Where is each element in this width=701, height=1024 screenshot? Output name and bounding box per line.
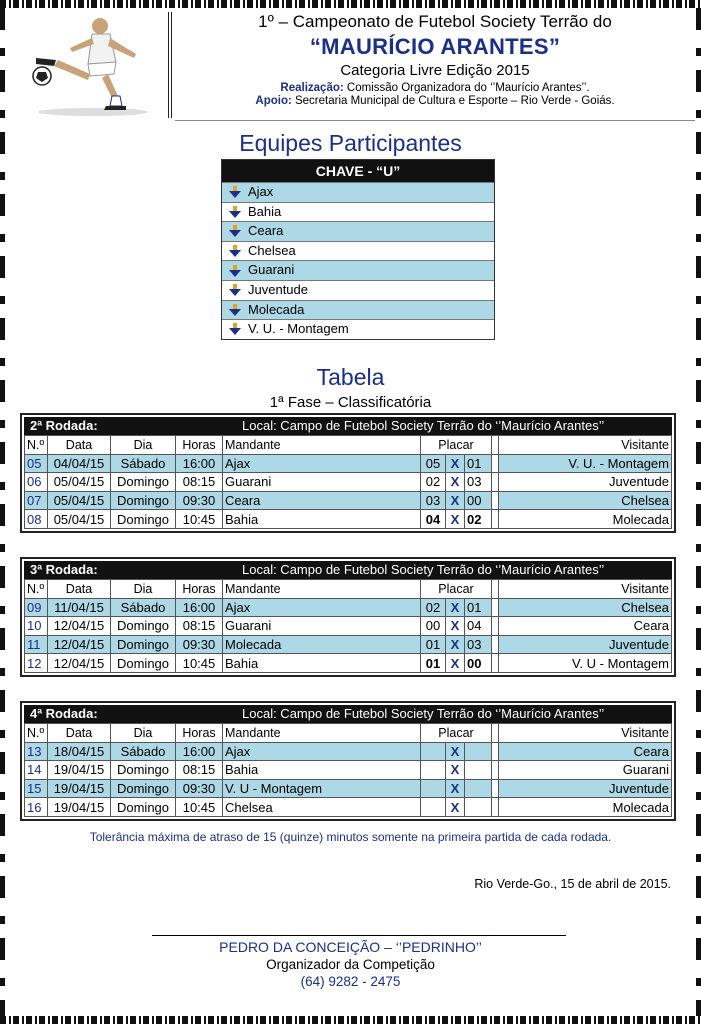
- table-row: [25, 617, 672, 636]
- col-score: Placar: [421, 436, 492, 455]
- down-arrow-icon: [228, 323, 242, 335]
- header-block: [175, 10, 695, 107]
- round-title: 4ª Rodada:: [30, 706, 98, 721]
- score-gap: [492, 798, 499, 817]
- home-team: Chelsea: [223, 798, 421, 817]
- team-row: [222, 182, 494, 202]
- col-home: Mandante: [223, 436, 421, 455]
- away-team: Juventude: [499, 473, 672, 492]
- page-border-left: [0, 8, 5, 1016]
- game-date: 04/04/15: [48, 454, 111, 473]
- home-team: V. U - Montagem: [223, 779, 421, 798]
- score-gap: [492, 742, 499, 761]
- page-border-top: [0, 0, 701, 8]
- away-score: 04: [465, 617, 492, 636]
- away-score: 03: [465, 635, 492, 654]
- game-day: Sábado: [111, 742, 176, 761]
- score-gap: [492, 510, 499, 529]
- down-arrow-icon: [228, 206, 242, 218]
- group-label: CHAVE - “U”: [222, 160, 494, 182]
- signature-role: Organizador da Competição: [266, 957, 435, 972]
- home-score: 03: [421, 491, 446, 510]
- home-score: [421, 779, 446, 798]
- teams-list: [222, 182, 494, 339]
- home-team: Ajax: [223, 742, 421, 761]
- game-day: Domingo: [111, 510, 176, 529]
- home-score: 05: [421, 454, 446, 473]
- team-name: Juventude: [248, 281, 308, 297]
- game-time: 16:00: [176, 742, 223, 761]
- game-day: Sábado: [111, 454, 176, 473]
- teams-section-title: Equipes Participantes: [239, 130, 462, 156]
- col-gap: [492, 724, 499, 743]
- realizacao-label: Realização:: [280, 82, 344, 94]
- away-score: [465, 798, 492, 817]
- score-gap: [492, 473, 499, 492]
- game-number: 14: [25, 761, 48, 780]
- versus-mark: X: [446, 510, 465, 529]
- col-day: Dia: [111, 580, 176, 599]
- away-score: [465, 742, 492, 761]
- team-name: Guarani: [248, 262, 295, 278]
- home-team: Bahia: [223, 654, 421, 673]
- game-time: 09:30: [176, 491, 223, 510]
- away-team: Molecada: [499, 510, 672, 529]
- col-home: Mandante: [223, 724, 421, 743]
- apoio-text: Secretaria Municipal de Cultura e Esporte – Rio Verde - Goiás.: [291, 95, 615, 107]
- col-score: Placar: [421, 724, 492, 743]
- round-table: [20, 557, 676, 677]
- away-team: Molecada: [499, 798, 672, 817]
- game-day: Domingo: [111, 779, 176, 798]
- down-arrow-icon: [228, 245, 242, 257]
- team-name: Bahia: [248, 203, 282, 219]
- home-team: Bahia: [223, 510, 421, 529]
- col-gap: [492, 580, 499, 599]
- away-team: Guarani: [499, 761, 672, 780]
- col-day: Dia: [111, 436, 176, 455]
- team-name: Chelsea: [248, 242, 296, 258]
- game-time: 16:00: [176, 598, 223, 617]
- away-score: [465, 761, 492, 780]
- game-day: Domingo: [111, 654, 176, 673]
- game-time: 09:30: [176, 635, 223, 654]
- score-gap: [492, 761, 499, 780]
- home-team: Ajax: [223, 598, 421, 617]
- column-header-row: [25, 580, 672, 599]
- team-row: [222, 202, 494, 222]
- away-score: 01: [465, 598, 492, 617]
- table-row: [25, 635, 672, 654]
- game-date: 11/04/15: [48, 598, 111, 617]
- table-row: [25, 798, 672, 817]
- game-number: 13: [25, 742, 48, 761]
- game-number: 16: [25, 798, 48, 817]
- games-table: [24, 723, 672, 817]
- home-score: [421, 761, 446, 780]
- game-date: 12/04/15: [48, 654, 111, 673]
- game-day: Sábado: [111, 598, 176, 617]
- round-header: [24, 417, 672, 435]
- versus-mark: X: [446, 473, 465, 492]
- table-row: [25, 454, 672, 473]
- table-row: [25, 598, 672, 617]
- game-time: 09:30: [176, 779, 223, 798]
- versus-mark: X: [446, 798, 465, 817]
- game-date: 05/04/15: [48, 491, 111, 510]
- col-gap: [492, 436, 499, 455]
- down-arrow-icon: [228, 284, 242, 296]
- team-name: Ceara: [248, 223, 284, 239]
- away-score: 00: [465, 654, 492, 673]
- round-header: [24, 561, 672, 579]
- game-day: Domingo: [111, 473, 176, 492]
- championship-name: “MAURÍCIO ARANTES”: [309, 34, 561, 59]
- game-date: 12/04/15: [48, 617, 111, 636]
- col-time: Horas: [176, 436, 223, 455]
- away-team: Juventude: [499, 779, 672, 798]
- games-table: [24, 579, 672, 673]
- col-away: Visitante: [499, 580, 672, 599]
- game-number: 09: [25, 598, 48, 617]
- versus-mark: X: [446, 617, 465, 636]
- team-row: [222, 221, 494, 241]
- home-score: 02: [421, 473, 446, 492]
- col-num: N.º: [25, 724, 48, 743]
- away-team: Chelsea: [499, 491, 672, 510]
- game-number: 05: [25, 454, 48, 473]
- table-row: [25, 742, 672, 761]
- col-num: N.º: [25, 436, 48, 455]
- game-time: 08:15: [176, 761, 223, 780]
- away-score: 03: [465, 473, 492, 492]
- down-arrow-icon: [228, 225, 242, 237]
- home-team: Ajax: [223, 454, 421, 473]
- game-date: 05/04/15: [48, 473, 111, 492]
- versus-mark: X: [446, 454, 465, 473]
- category-edition: Categoria Livre Edição 2015: [340, 62, 530, 79]
- game-time: 10:45: [176, 798, 223, 817]
- game-number: 11: [25, 635, 48, 654]
- page-border-right: [696, 8, 701, 1016]
- col-home: Mandante: [223, 580, 421, 599]
- game-number: 12: [25, 654, 48, 673]
- game-number: 10: [25, 617, 48, 636]
- team-row: [222, 300, 494, 320]
- signature-line: [152, 935, 566, 936]
- round-table: [20, 701, 676, 821]
- team-name: Molecada: [248, 301, 305, 317]
- home-team: Guarani: [223, 473, 421, 492]
- team-row: [222, 319, 494, 339]
- game-day: Domingo: [111, 635, 176, 654]
- versus-mark: X: [446, 761, 465, 780]
- home-score: 00: [421, 617, 446, 636]
- round-title: 3ª Rodada:: [30, 562, 98, 577]
- away-team: Juventude: [499, 635, 672, 654]
- team-row: [222, 260, 494, 280]
- col-score: Placar: [421, 580, 492, 599]
- home-score: 01: [421, 635, 446, 654]
- apoio-label: Apoio:: [255, 95, 292, 107]
- game-time: 08:15: [176, 473, 223, 492]
- game-number: 08: [25, 510, 48, 529]
- score-gap: [492, 635, 499, 654]
- table-row: [25, 491, 672, 510]
- col-time: Horas: [176, 724, 223, 743]
- score-gap: [492, 779, 499, 798]
- home-score: 01: [421, 654, 446, 673]
- soccer-player-logo: [18, 12, 172, 118]
- col-time: Horas: [176, 580, 223, 599]
- round-title: 2ª Rodada:: [30, 418, 98, 433]
- away-team: Ceara: [499, 617, 672, 636]
- away-team: Chelsea: [499, 598, 672, 617]
- table-row: [25, 473, 672, 492]
- versus-mark: X: [446, 635, 465, 654]
- home-score: 02: [421, 598, 446, 617]
- col-date: Data: [48, 724, 111, 743]
- date-line: Rio Verde-Go., 15 de abril de 2015.: [474, 877, 671, 891]
- game-day: Domingo: [111, 761, 176, 780]
- round-header: [24, 705, 672, 723]
- game-date: 12/04/15: [48, 635, 111, 654]
- away-team: V. U - Montagem: [499, 654, 672, 673]
- apoio-line: [175, 95, 695, 107]
- column-header-row: [25, 436, 672, 455]
- teams-group-box: [221, 159, 495, 340]
- team-row: [222, 241, 494, 261]
- score-gap: [492, 654, 499, 673]
- game-number: 15: [25, 779, 48, 798]
- down-arrow-icon: [228, 265, 242, 277]
- tolerance-note: Tolerância máxima de atraso de 15 (quinze) minutos somente na primeira partida de cada rodada.: [89, 830, 612, 844]
- game-time: 10:45: [176, 654, 223, 673]
- realizacao-text: Comissão Organizadora do ‘’Maurício Arantes’’.: [343, 82, 590, 94]
- table-row: [25, 654, 672, 673]
- game-date: 19/04/15: [48, 761, 111, 780]
- away-team: V. U. - Montagem: [499, 454, 672, 473]
- versus-mark: X: [446, 779, 465, 798]
- team-name: V. U. - Montagem: [248, 321, 349, 337]
- game-date: 19/04/15: [48, 779, 111, 798]
- game-number: 06: [25, 473, 48, 492]
- game-day: Domingo: [111, 617, 176, 636]
- away-score: [465, 779, 492, 798]
- game-time: 10:45: [176, 510, 223, 529]
- page-border-bottom: [0, 1016, 701, 1024]
- col-away: Visitante: [499, 724, 672, 743]
- col-day: Dia: [111, 724, 176, 743]
- table-row: [25, 510, 672, 529]
- round-location: Local: Campo de Futebol Society Terrão do ‘’Maurício Arantes’’: [242, 562, 605, 577]
- game-time: 08:15: [176, 617, 223, 636]
- round-location: Local: Campo de Futebol Society Terrão do ‘’Maurício Arantes’’: [242, 706, 605, 721]
- away-team: Ceara: [499, 742, 672, 761]
- game-time: 16:00: [176, 454, 223, 473]
- score-gap: [492, 617, 499, 636]
- versus-mark: X: [446, 598, 465, 617]
- realizacao-line: [175, 82, 695, 94]
- col-date: Data: [48, 436, 111, 455]
- home-score: 04: [421, 510, 446, 529]
- col-date: Data: [48, 580, 111, 599]
- signature-name: PEDRO DA CONCEIÇÃO – ‘’PEDRINHO’’: [219, 939, 482, 955]
- games-table: [24, 435, 672, 529]
- header-divider: [175, 120, 695, 121]
- col-num: N.º: [25, 580, 48, 599]
- round-table: [20, 413, 676, 533]
- home-score: [421, 742, 446, 761]
- phase-label: 1ª Fase – Classificatória: [269, 394, 432, 411]
- column-header-row: [25, 724, 672, 743]
- home-team: Molecada: [223, 635, 421, 654]
- table-row: [25, 779, 672, 798]
- round-location: Local: Campo de Futebol Society Terrão do ‘’Maurício Arantes’’: [242, 418, 605, 433]
- game-day: Domingo: [111, 491, 176, 510]
- score-gap: [492, 491, 499, 510]
- home-team: Bahia: [223, 761, 421, 780]
- down-arrow-icon: [228, 186, 242, 198]
- table-section-title: Tabela: [316, 364, 385, 390]
- away-score: 01: [465, 454, 492, 473]
- game-date: 19/04/15: [48, 798, 111, 817]
- championship-title: 1º – Campeonato de Futebol Society Terrão do: [258, 12, 612, 31]
- versus-mark: X: [446, 742, 465, 761]
- team-row: [222, 280, 494, 300]
- versus-mark: X: [446, 654, 465, 673]
- game-date: 18/04/15: [48, 742, 111, 761]
- home-team: Guarani: [223, 617, 421, 636]
- home-score: [421, 798, 446, 817]
- away-score: 02: [465, 510, 492, 529]
- signature-phone: (64) 9282 - 2475: [300, 974, 401, 989]
- versus-mark: X: [446, 491, 465, 510]
- team-name: Ajax: [248, 184, 274, 199]
- col-away: Visitante: [499, 436, 672, 455]
- game-number: 07: [25, 491, 48, 510]
- game-day: Domingo: [111, 798, 176, 817]
- away-score: 00: [465, 491, 492, 510]
- home-team: Ceara: [223, 491, 421, 510]
- table-row: [25, 761, 672, 780]
- game-date: 05/04/15: [48, 510, 111, 529]
- down-arrow-icon: [228, 304, 242, 316]
- score-gap: [492, 598, 499, 617]
- score-gap: [492, 454, 499, 473]
